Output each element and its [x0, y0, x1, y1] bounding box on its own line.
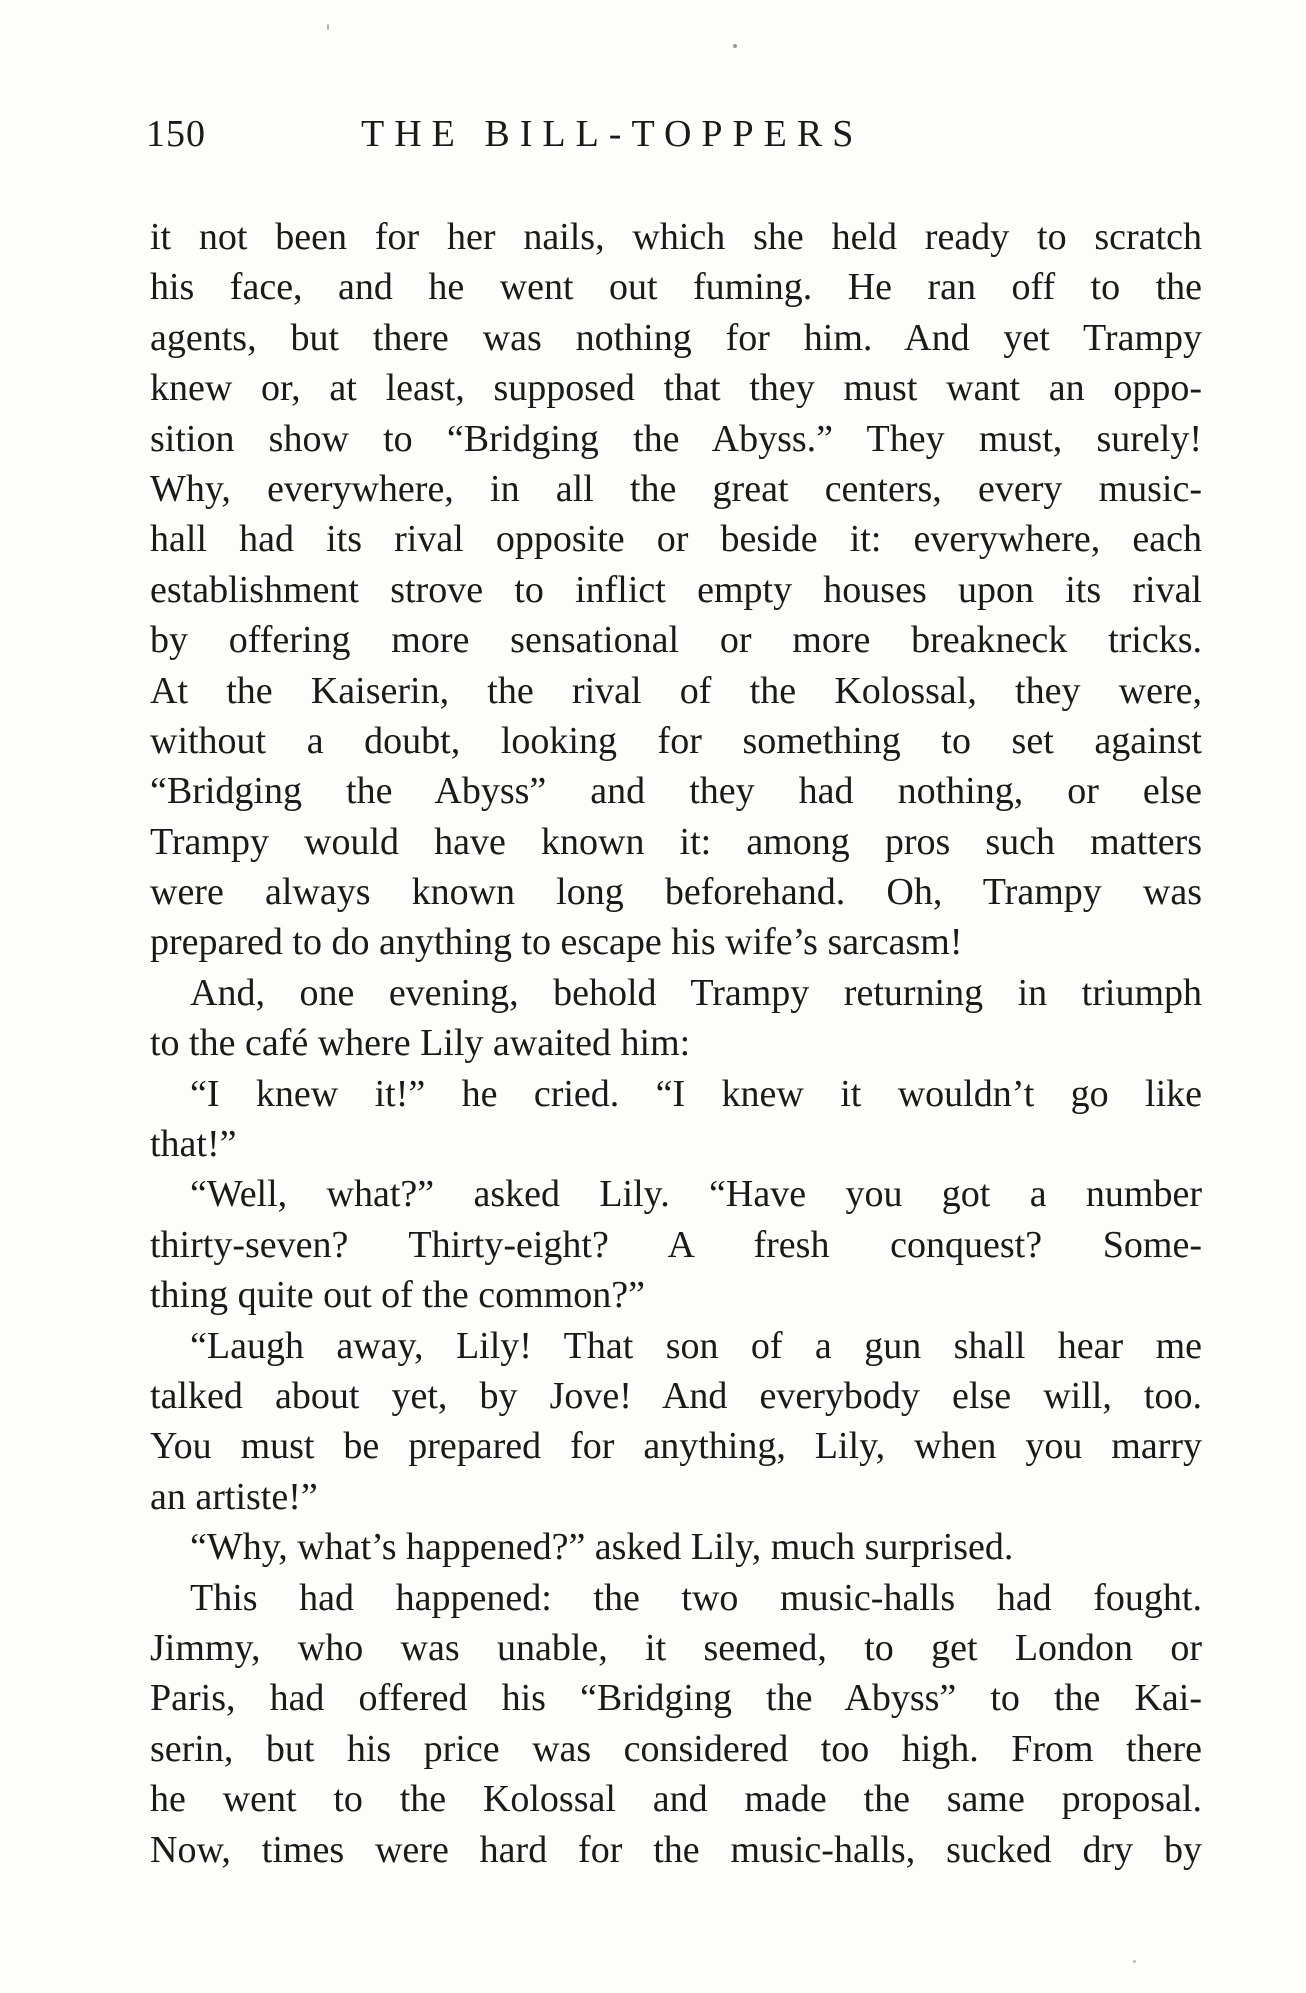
text-line: his face, and he went out fuming. He ran off to the: [150, 266, 1202, 309]
running-head: [146, 112, 1206, 172]
scan-speck: [1133, 1960, 1136, 1963]
text-line: thing quite out of the common?”: [150, 1274, 645, 1317]
text-line: Trampy would have known it: among pros such matters: [150, 820, 1202, 863]
text-line: agents, but there was nothing for him. And yet Trampy: [150, 316, 1202, 359]
text-line: “Bridging the Abyss” and they had nothing, or else: [150, 770, 1202, 813]
text-line: hall had its rival opposite or beside it: everywhere, each: [150, 518, 1202, 561]
text-line: knew or, at least, supposed that they must want an oppo-: [150, 367, 1202, 410]
text-line: thirty-seven? Thirty-eight? A fresh conquest? Some-: [150, 1223, 1202, 1266]
text-line: “Well, what?” asked Lily. “Have you got a number: [190, 1173, 1202, 1216]
text-line: without a doubt, looking for something to set against: [150, 719, 1202, 762]
text-line: an artiste!”: [150, 1475, 318, 1518]
text-line: it not been for her nails, which she held ready to scratch: [150, 216, 1202, 258]
scan-speck: [733, 44, 737, 48]
text-line: Paris, had offered his “Bridging the Abyss” to the Kai-: [150, 1677, 1202, 1720]
text-line: serin, but his price was considered too high. From there: [150, 1727, 1202, 1770]
text-line: “I knew it!” he cried. “I knew it wouldn’t go like: [190, 1072, 1202, 1115]
text-line: At the Kaiserin, the rival of the Kolossal, they were,: [150, 669, 1202, 712]
text-line: “Laugh away, Lily! That son of a gun shall hear me: [190, 1324, 1202, 1367]
text-line: talked about yet, by Jove! And everybody else will, too.: [150, 1374, 1202, 1417]
text-line: establishment strove to inflict empty houses upon its rival: [150, 568, 1202, 611]
text-line: he went to the Kolossal and made the same proposal.: [150, 1778, 1202, 1821]
text-line: prepared to do anything to escape his wife’s sarcasm!: [150, 921, 963, 964]
text-line: This had happened: the two music-halls had fought.: [190, 1576, 1202, 1619]
scan-speck: [327, 24, 329, 30]
text-line: You must be prepared for anything, Lily, when you marry: [150, 1425, 1202, 1468]
text-line: Jimmy, who was unable, it seemed, to get London or: [150, 1626, 1202, 1669]
text-line: were always known long beforehand. Oh, Trampy was: [150, 871, 1202, 914]
text-line: that!”: [150, 1123, 237, 1166]
body-text: [150, 212, 1202, 1875]
text-line: sition show to “Bridging the Abyss.” They must, surely!: [150, 417, 1202, 460]
text-line: “Why, what’s happened?” asked Lily, much surprised.: [190, 1526, 1014, 1569]
text-line: to the café where Lily awaited him:: [150, 1022, 691, 1065]
page-number: 150: [146, 113, 206, 155]
text-line: Now, times were hard for the music-halls, sucked dry by: [150, 1828, 1202, 1871]
text-line: Why, everywhere, in all the great centers, every music-: [150, 467, 1202, 510]
text-line: And, one evening, behold Trampy returning in triumph: [190, 971, 1202, 1014]
text-line: by offering more sensational or more breakneck tricks.: [150, 619, 1202, 662]
running-title: THE BILL-TOPPERS: [361, 113, 864, 155]
